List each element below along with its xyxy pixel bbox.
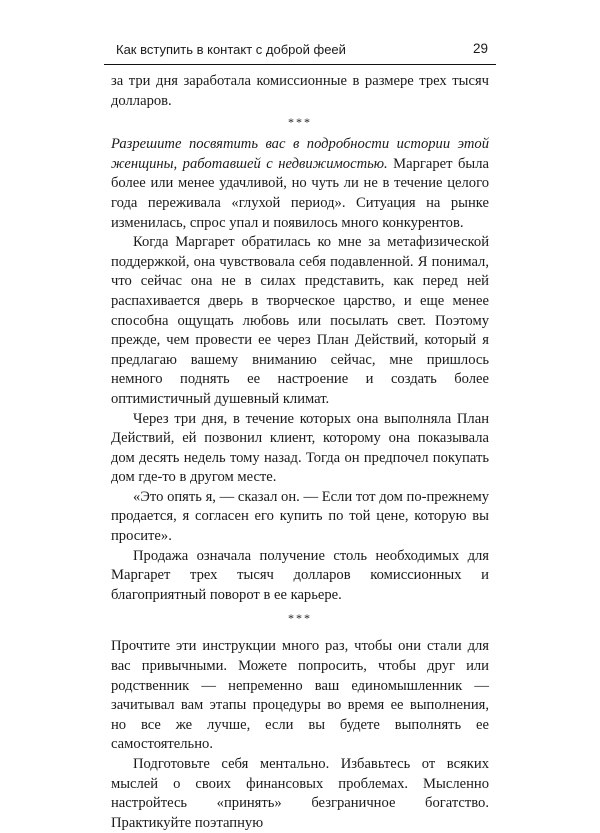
section-separator: *** xyxy=(288,611,312,626)
paragraph-2 xyxy=(111,135,489,233)
paragraph-2-italic-lead: Разрешите посвятить вас в подробности истории этой женщины, работавшей с недвижимостью. xyxy=(111,136,489,172)
page-number: 29 xyxy=(472,41,488,56)
section-separator: *** xyxy=(288,115,312,130)
body-text xyxy=(111,72,489,833)
chapter-title: Как вступить в контакт с доброй феей xyxy=(116,42,346,57)
paragraph-1: за три дня заработала комиссионные в размере трех тысяч долларов. xyxy=(111,73,489,109)
running-head xyxy=(104,38,496,65)
paragraph-6: Продажа означала получение столь необходимых для Маргарет трех тысяч долларов комиссионных и благоприятный поворот в ее карьере. xyxy=(111,547,489,603)
paragraph-7: Прочтите эти инструкции много раз, чтобы они стали для вас привычными. Можете попросить, чтобы друг или родственник — непременно ваш единомышленник — зачитывал вам этапы процедуры во время ее выполнения, но все же лучше, если вы будете выполнять ее самостоятельно. xyxy=(111,638,489,753)
paragraph-5: «Это опять я, — сказал он. — Если тот дом по-прежнему продается, я согласен его купить по той цене, которую вы просите». xyxy=(111,488,489,545)
paragraph-2-text: Маргарет была более или менее удачливой, но чуть ли не в течение целого года переживала «глухой период». Ситуация на рынке изменилась, спрос упал и появилось много конкурентов. xyxy=(111,155,489,231)
paragraph-8: Подготовьте себя ментально. Избавьтесь от всяких мыслей о своих финансовых проблемах. Мысленно настройтесь «принять» безграничное богатство. Практикуйте поэтапную xyxy=(111,756,489,831)
paragraph-3: Когда Маргарет обратилась ко мне за метафизической поддержкой, она чувствовала себя подавленной. Я понимал, что сейчас она не в силах представить, как перед ней распахивается дверь в творческое царство, и еще менее способна ощущать любовь или посылать свет. Поэтому прежде, чем провести ее через План Действий, который я предлагаю вашему вниманию сейчас, мне пришлось немного поднять ее настроение и создать более оптимистичный душевный климат. xyxy=(111,234,489,407)
paragraph-4: Через три дня, в течение которых она выполняла План Действий, ей позвонил клиент, которому она показывала дом десять недель тому назад. Тогда он предпочел покупать дом где-то в другом месте. xyxy=(111,410,489,486)
